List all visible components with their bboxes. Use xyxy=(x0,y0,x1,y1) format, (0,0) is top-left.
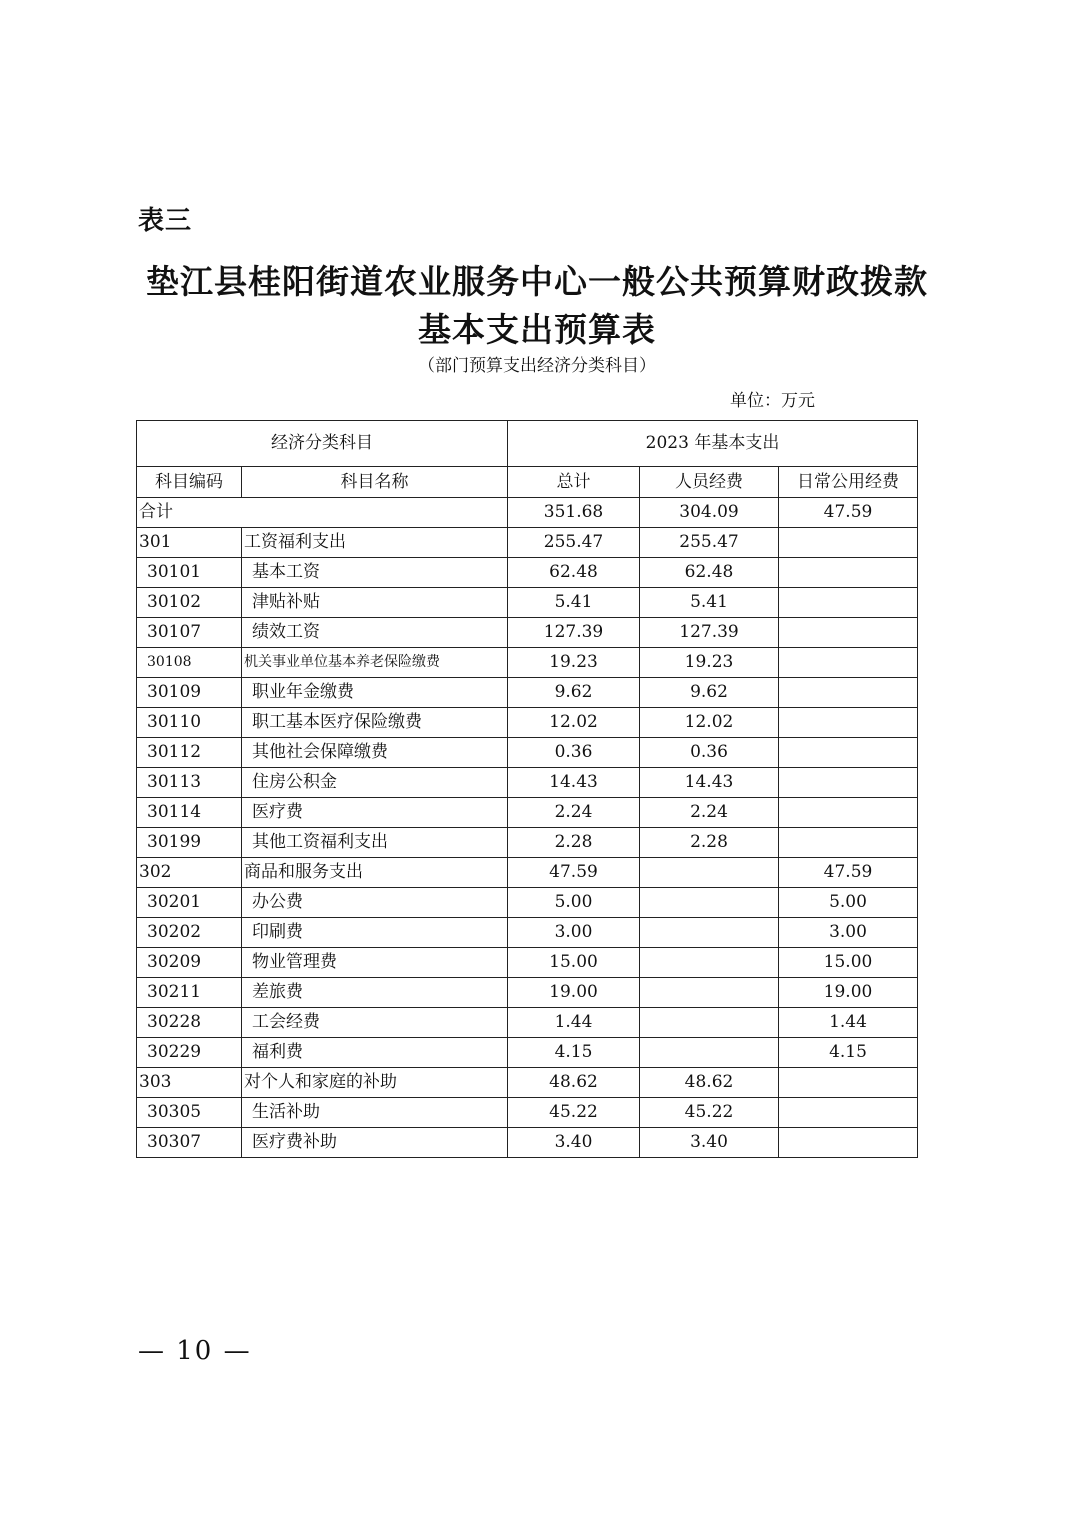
row-total: 255.47 xyxy=(508,528,640,558)
row-name: 职工基本医疗保险缴费 xyxy=(242,708,508,738)
row-public: 15.00 xyxy=(779,948,918,978)
row-name: 物业管理费 xyxy=(242,948,508,978)
row-name: 差旅费 xyxy=(242,978,508,1008)
total-row xyxy=(137,498,918,528)
row-code: 30107 xyxy=(137,618,242,648)
row-name: 生活补助 xyxy=(242,1098,508,1128)
table-row xyxy=(137,1038,918,1068)
row-name: 福利费 xyxy=(242,1038,508,1068)
row-personnel: 2.28 xyxy=(640,828,779,858)
row-name: 职业年金缴费 xyxy=(242,678,508,708)
row-name: 商品和服务支出 xyxy=(242,858,508,888)
row-code: 303 xyxy=(137,1068,242,1098)
total-label: 合计 xyxy=(137,498,508,528)
row-total: 62.48 xyxy=(508,558,640,588)
header-economic-category: 经济分类科目 xyxy=(137,421,508,467)
row-name: 对个人和家庭的补助 xyxy=(242,1068,508,1098)
table-row xyxy=(137,948,918,978)
row-personnel: 255.47 xyxy=(640,528,779,558)
group-header-row xyxy=(137,421,918,467)
table-row xyxy=(137,1128,918,1158)
row-total: 14.43 xyxy=(508,768,640,798)
row-personnel xyxy=(640,858,779,888)
row-public xyxy=(779,708,918,738)
row-total: 15.00 xyxy=(508,948,640,978)
header-name: 科目名称 xyxy=(242,467,508,498)
row-public: 47.59 xyxy=(779,858,918,888)
budget-table xyxy=(136,420,918,1158)
row-public xyxy=(779,678,918,708)
page-number: — 10 — xyxy=(138,1336,252,1366)
row-name: 其他社会保障缴费 xyxy=(242,738,508,768)
row-code: 30108 xyxy=(137,648,242,678)
row-total: 4.15 xyxy=(508,1038,640,1068)
row-code: 30211 xyxy=(137,978,242,1008)
table-row xyxy=(137,1098,918,1128)
row-name: 医疗费补助 xyxy=(242,1128,508,1158)
row-name: 工会经费 xyxy=(242,1008,508,1038)
table-row xyxy=(137,978,918,1008)
row-public xyxy=(779,648,918,678)
row-personnel xyxy=(640,888,779,918)
row-total: 19.23 xyxy=(508,648,640,678)
row-total: 5.41 xyxy=(508,588,640,618)
row-code: 30305 xyxy=(137,1098,242,1128)
row-personnel xyxy=(640,948,779,978)
row-personnel xyxy=(640,1038,779,1068)
row-code: 302 xyxy=(137,858,242,888)
row-personnel: 48.62 xyxy=(640,1068,779,1098)
row-public: 19.00 xyxy=(779,978,918,1008)
row-name: 其他工资福利支出 xyxy=(242,828,508,858)
column-header-row xyxy=(137,467,918,498)
row-code: 30201 xyxy=(137,888,242,918)
row-personnel: 45.22 xyxy=(640,1098,779,1128)
row-name: 绩效工资 xyxy=(242,618,508,648)
row-total: 0.36 xyxy=(508,738,640,768)
row-code: 30228 xyxy=(137,1008,242,1038)
row-personnel: 2.24 xyxy=(640,798,779,828)
table-row xyxy=(137,1008,918,1038)
row-public xyxy=(779,1098,918,1128)
row-total: 47.59 xyxy=(508,858,640,888)
row-personnel: 5.41 xyxy=(640,588,779,618)
table-row xyxy=(137,768,918,798)
row-name: 办公费 xyxy=(242,888,508,918)
row-public xyxy=(779,528,918,558)
table-label: 表三 xyxy=(138,206,193,236)
row-personnel: 127.39 xyxy=(640,618,779,648)
table-row xyxy=(137,1068,918,1098)
row-code: 30102 xyxy=(137,588,242,618)
row-personnel: 3.40 xyxy=(640,1128,779,1158)
table-row xyxy=(137,888,918,918)
row-public xyxy=(779,768,918,798)
row-total: 2.28 xyxy=(508,828,640,858)
header-public: 日常公用经费 xyxy=(779,467,918,498)
document-title-line1: 垫江县桂阳街道农业服务中心一般公共预算财政拨款 xyxy=(146,262,928,301)
header-total: 总计 xyxy=(508,467,640,498)
table-row xyxy=(137,618,918,648)
row-code: 30110 xyxy=(137,708,242,738)
row-public xyxy=(779,618,918,648)
header-code: 科目编码 xyxy=(137,467,242,498)
row-total: 5.00 xyxy=(508,888,640,918)
row-total: 19.00 xyxy=(508,978,640,1008)
table-row xyxy=(137,738,918,768)
row-public: 3.00 xyxy=(779,918,918,948)
row-code: 30209 xyxy=(137,948,242,978)
header-basic-expenditure: 2023 年基本支出 xyxy=(508,421,918,467)
row-name: 医疗费 xyxy=(242,798,508,828)
row-total: 1.44 xyxy=(508,1008,640,1038)
row-total: 2.24 xyxy=(508,798,640,828)
table-row xyxy=(137,828,918,858)
row-name: 印刷费 xyxy=(242,918,508,948)
row-public xyxy=(779,798,918,828)
table-row xyxy=(137,528,918,558)
row-code: 30114 xyxy=(137,798,242,828)
row-name: 机关事业单位基本养老保险缴费 xyxy=(242,648,508,678)
row-code: 301 xyxy=(137,528,242,558)
document-title-line2: 基本支出预算表 xyxy=(418,310,656,349)
row-code: 30113 xyxy=(137,768,242,798)
row-personnel xyxy=(640,918,779,948)
row-code: 30229 xyxy=(137,1038,242,1068)
row-code: 30202 xyxy=(137,918,242,948)
total-personnel: 304.09 xyxy=(640,498,779,528)
row-public xyxy=(779,738,918,768)
row-code: 30109 xyxy=(137,678,242,708)
total-total: 351.68 xyxy=(508,498,640,528)
row-personnel: 12.02 xyxy=(640,708,779,738)
row-total: 45.22 xyxy=(508,1098,640,1128)
row-personnel: 0.36 xyxy=(640,738,779,768)
table-row xyxy=(137,678,918,708)
row-public xyxy=(779,558,918,588)
row-total: 127.39 xyxy=(508,618,640,648)
row-personnel: 14.43 xyxy=(640,768,779,798)
row-code: 30101 xyxy=(137,558,242,588)
row-personnel xyxy=(640,1008,779,1038)
row-public: 5.00 xyxy=(779,888,918,918)
row-code: 30307 xyxy=(137,1128,242,1158)
row-name: 津贴补贴 xyxy=(242,588,508,618)
row-total: 48.62 xyxy=(508,1068,640,1098)
row-public xyxy=(779,828,918,858)
row-code: 30199 xyxy=(137,828,242,858)
row-personnel: 62.48 xyxy=(640,558,779,588)
row-public: 1.44 xyxy=(779,1008,918,1038)
row-public xyxy=(779,588,918,618)
row-total: 3.40 xyxy=(508,1128,640,1158)
table-row xyxy=(137,708,918,738)
row-name: 基本工资 xyxy=(242,558,508,588)
row-personnel: 19.23 xyxy=(640,648,779,678)
row-public xyxy=(779,1128,918,1158)
table-row xyxy=(137,588,918,618)
row-total: 3.00 xyxy=(508,918,640,948)
table-row xyxy=(137,558,918,588)
row-code: 30112 xyxy=(137,738,242,768)
row-name: 住房公积金 xyxy=(242,768,508,798)
row-public: 4.15 xyxy=(779,1038,918,1068)
row-name: 工资福利支出 xyxy=(242,528,508,558)
document-subtitle: （部门预算支出经济分类科目） xyxy=(418,356,656,376)
header-personnel: 人员经费 xyxy=(640,467,779,498)
total-public: 47.59 xyxy=(779,498,918,528)
row-public xyxy=(779,1068,918,1098)
table-row xyxy=(137,648,918,678)
table-row xyxy=(137,798,918,828)
row-total: 9.62 xyxy=(508,678,640,708)
row-personnel: 9.62 xyxy=(640,678,779,708)
table-row xyxy=(137,858,918,888)
table-row xyxy=(137,918,918,948)
row-personnel xyxy=(640,978,779,1008)
unit-label: 单位：万元 xyxy=(730,391,815,411)
row-total: 12.02 xyxy=(508,708,640,738)
